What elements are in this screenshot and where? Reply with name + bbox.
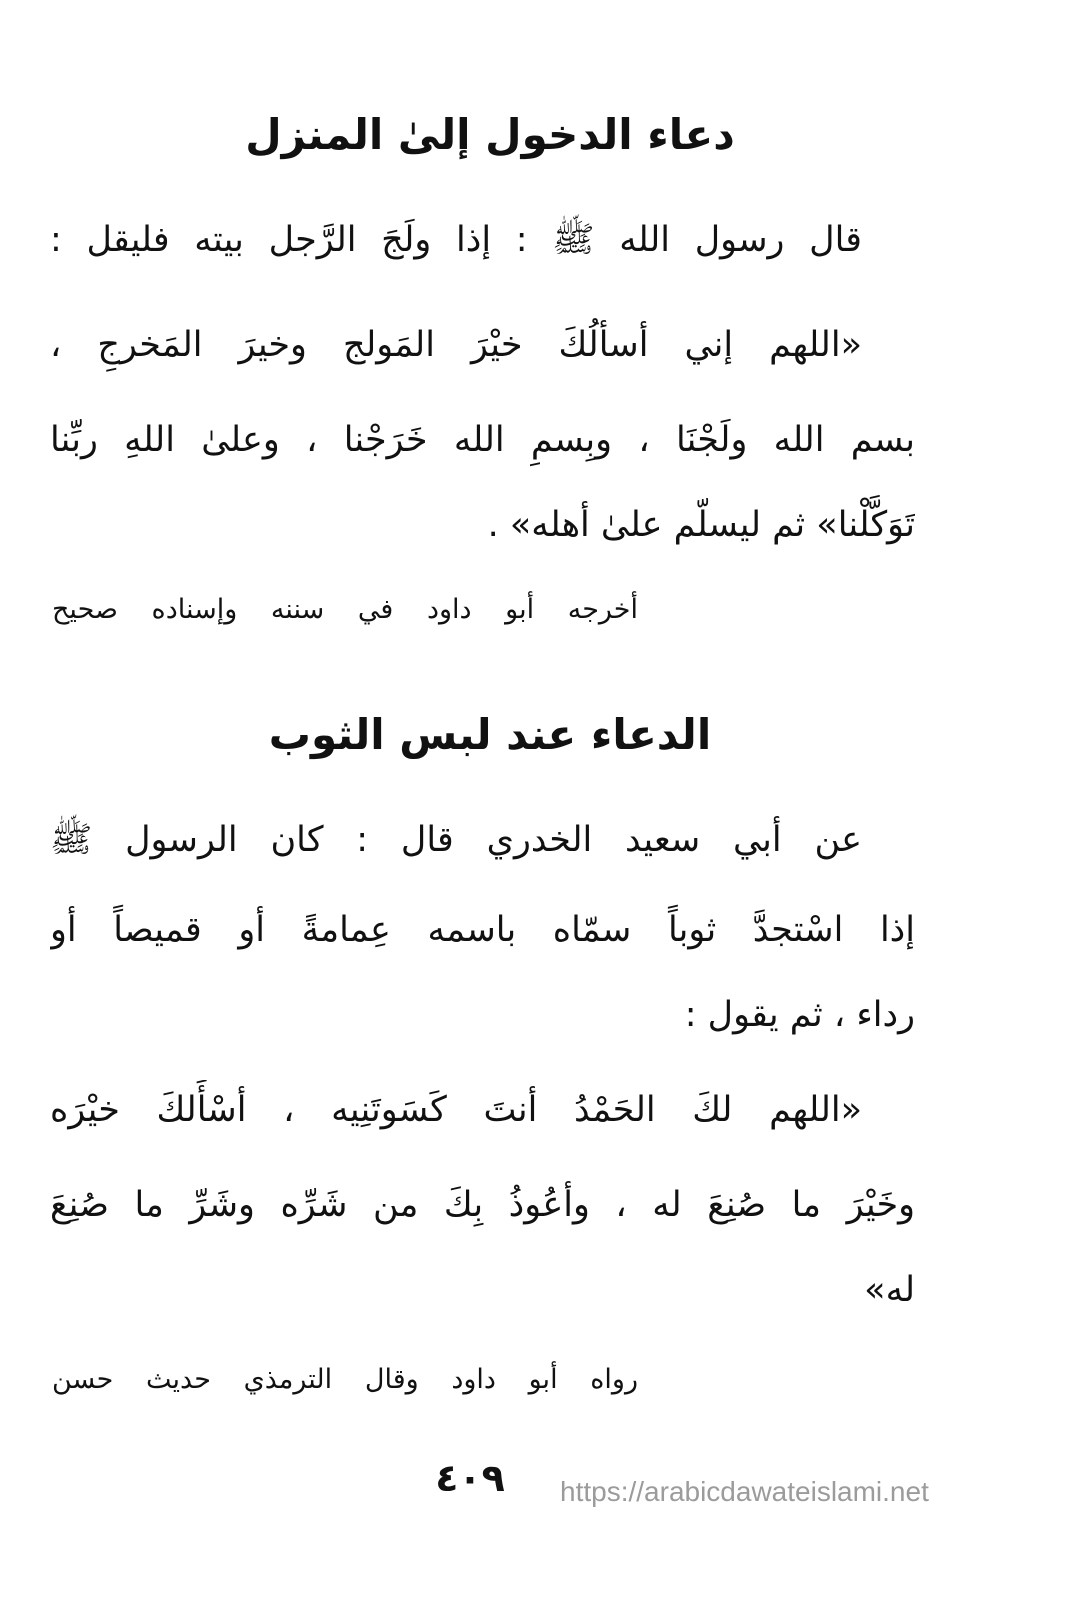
- source-citation: رواه أبو داود وقال الترمذي حديث حسن: [52, 1364, 638, 1395]
- page-number: ٤٠٩: [435, 1456, 505, 1500]
- body-line: «اللهم إني أسألُكَ خيْرَ المَولج وخيرَ المَخرجِ ،: [50, 325, 862, 365]
- body-line: وخَيْرَ ما صُنِعَ له ، وأعُوذُ بِكَ من شَرِّه وشَرِّ ما صُنِعَ: [50, 1185, 915, 1225]
- section-heading: دعاء الدخول إلىٰ المنزل: [245, 110, 735, 159]
- body-line: عن أبي سعيد الخدري قال : كان الرسول ﷺ: [50, 820, 862, 860]
- source-citation: أخرجه أبو داود في سننه وإسناده صحيح: [52, 594, 638, 625]
- body-line: إذا اسْتجدَّ ثوباً سمّاه باسمه عِمامةً أو قميصاً أو: [50, 910, 915, 950]
- body-line: تَوَكَّلْنا» ثم ليسلّم علىٰ أهله» .: [487, 505, 915, 545]
- body-line: بسم الله ولَجْنَا ، وبِسمِ الله خَرَجْنا ، وعلىٰ اللهِ ربِّنا: [50, 420, 915, 460]
- body-line: له»: [864, 1270, 915, 1310]
- body-line: رداء ، ثم يقول :: [684, 995, 915, 1035]
- body-line: قال رسول الله ﷺ : إذا ولَجَ الرَّجل بيته فليقل :: [50, 220, 862, 260]
- watermark-url: https://arabicdawateislami.net: [560, 1476, 929, 1507]
- body-line: «اللهم لكَ الحَمْدُ أنتَ كَسَوتَنِيه ، أسْأَلكَ خيْرَه: [50, 1090, 862, 1130]
- section-heading: الدعاء عند لبس الثوب: [268, 710, 712, 759]
